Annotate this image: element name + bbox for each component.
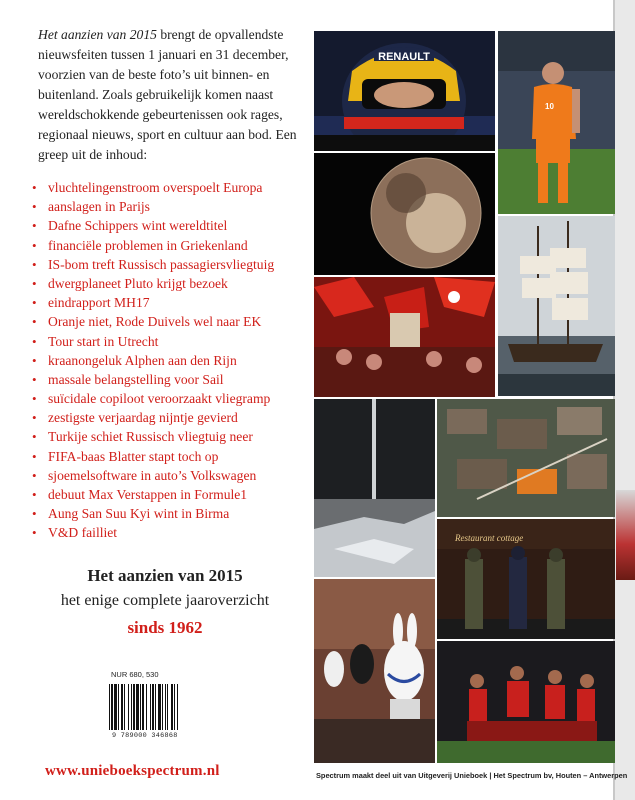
topic-item: • Oranje niet, Rode Duivels wel naar EK [30, 312, 305, 331]
barcode-bar [121, 684, 123, 730]
barcode-bar [174, 684, 175, 730]
topic-item: • zestigste verjaardag nijntje gevierd [30, 408, 305, 427]
barcode-bar [133, 684, 135, 730]
photo-nijntje-statues [314, 579, 435, 763]
tagline-title: Het aanzien van 2015 [87, 566, 243, 585]
topic-item: • kraanongeluk Alphen aan den Rijn [30, 351, 305, 370]
barcode-bar [140, 684, 141, 730]
tagline-subtitle: het enige complete jaaroverzicht [60, 592, 270, 609]
photo-turkish-crowd [314, 277, 495, 397]
topic-item: • aanslagen in Parijs [30, 197, 305, 216]
barcode-bar [124, 684, 125, 730]
helmet-brand-text: RENAULT [378, 51, 430, 63]
barcode-bar [177, 684, 178, 730]
barcode-bar [165, 684, 166, 730]
barcode-bar [171, 684, 173, 730]
barcode-bar [146, 684, 147, 730]
book-spine [615, 0, 635, 800]
barcode-bar [111, 684, 113, 730]
barcode-bar [158, 684, 161, 730]
topic-item: • vluchtelingenstroom overspoelt Europa [30, 178, 305, 197]
topic-item: • IS-bom treft Russisch passagiersvliegtuig [30, 255, 305, 274]
restaurant-sign-text: Restaurant cottage [455, 533, 524, 543]
topic-item: • Aung San Suu Kyi wint in Birma [30, 504, 305, 523]
spine-photo [616, 490, 635, 580]
topic-item: • massale belangstelling voor Sail [30, 370, 305, 389]
topic-list [30, 178, 305, 543]
topic-item: • debuut Max Verstappen in Formule1 [30, 485, 305, 504]
isbn-number: 9 789000 346868 [112, 732, 178, 740]
topic-item: • sjoemelsoftware in auto’s Volkswagen [30, 466, 305, 485]
topic-item: • Dafne Schippers wint wereldtitel [30, 216, 305, 235]
topic-item: • suïcidale copiloot veroorzaakt vliegramp [30, 389, 305, 408]
barcode-bar [167, 684, 168, 730]
isbn-barcode [108, 684, 204, 730]
photo-paris-soldiers [437, 519, 615, 639]
barcode-bar [142, 684, 144, 730]
barcode-bar [150, 684, 151, 730]
photo-belgian-football [437, 641, 615, 763]
intro-lead: Het aanzien van 2015 [38, 27, 157, 42]
jersey-number-text: 10 [545, 102, 554, 111]
photo-pluto [314, 153, 495, 275]
publisher-url[interactable]: www.unieboekspectrum.nl [45, 763, 220, 779]
barcode-bar [155, 684, 156, 730]
barcode-bar [109, 684, 110, 730]
barcode-bar [131, 684, 132, 730]
barcode-bar [114, 684, 117, 730]
topic-item: • Turkije schiet Russisch vliegtuig neer [30, 427, 305, 446]
barcode-bar [118, 684, 119, 730]
intro-text: brengt de opvallendste nieuwsfeiten tussen 1 januari en 31 december, voorzien van de beste foto’s uit binnen- en buitenland. Zoals gebruikelijk komen naast wereldschokkende gebeurtenissen ook rages, regionaal nieuws, sport en cultuur aan bod. Een greep uit de inhoud: [38, 27, 297, 162]
photo-sail-ship [498, 216, 615, 396]
publisher-credit: Spectrum maakt deel uit van Uitgeverij Unieboek | Het Spectrum bv, Houten – Antwerpen [316, 771, 628, 780]
barcode-bar [128, 684, 129, 730]
topic-item: • eindrapport MH17 [30, 293, 305, 312]
photo-footballer [498, 31, 615, 214]
topic-item: • financiële problemen in Griekenland [30, 236, 305, 255]
topic-item: • FIFA-baas Blatter stapt toch op [30, 447, 305, 466]
tagline-since: sinds 1962 [127, 618, 203, 637]
topic-item: • Tour start in Utrecht [30, 332, 305, 351]
topic-item: • dwergplaneet Pluto krijgt bezoek [30, 274, 305, 293]
barcode-bar [136, 684, 139, 730]
intro-paragraph [38, 25, 300, 165]
nur-code: NUR 680, 530 [111, 670, 159, 679]
topic-item: • V&D failliet [30, 523, 305, 542]
barcode-bar [152, 684, 154, 730]
photo-f1-driver [314, 31, 495, 151]
photo-mh17-hangar [314, 399, 435, 577]
photo-crane-accident [437, 399, 615, 517]
barcode-bar [162, 684, 163, 730]
